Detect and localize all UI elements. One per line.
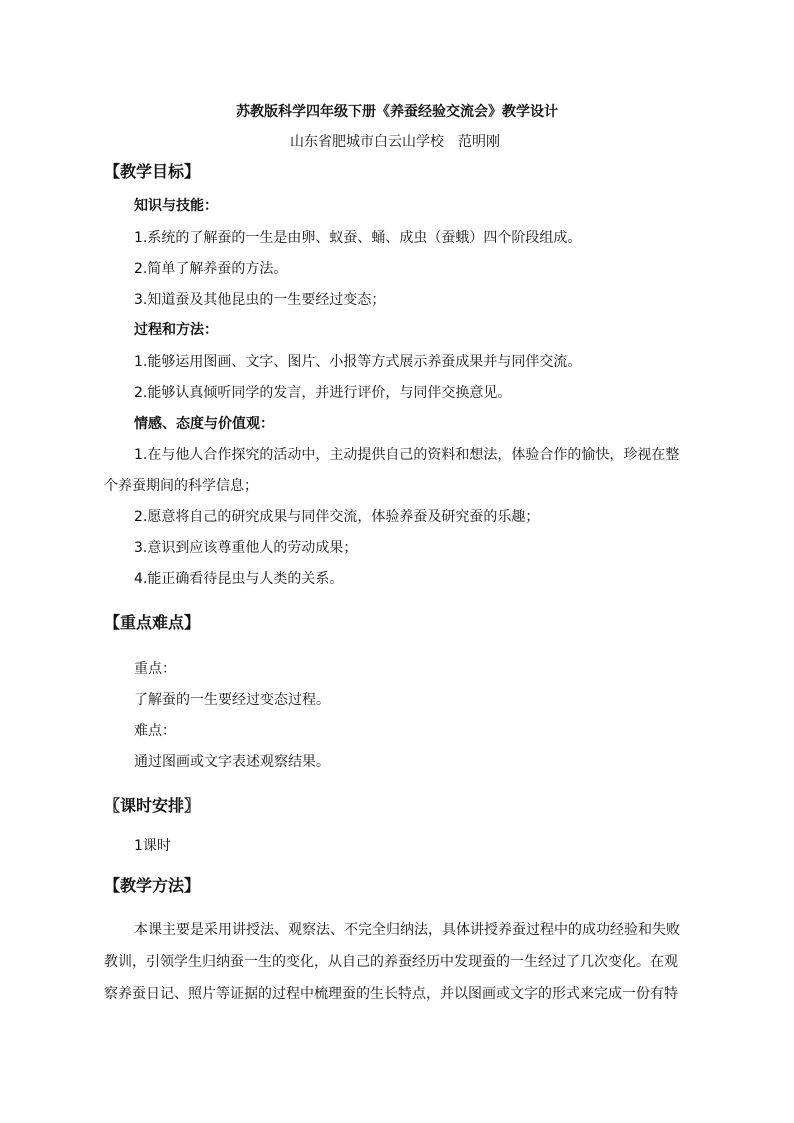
attitude-item: 2.愿意将自己的研究成果与同伴交流，体验养蚕及研究蚕的乐趣；: [134, 509, 540, 525]
process-item: 1.能够运用图画、文字、图片、小报等方式展示养蚕成果并与同伴交流。: [134, 354, 582, 370]
schedule-heading: 〖课时安排〗: [104, 796, 201, 815]
methods-paragraph-line: 教训，引领学生归纳蚕一生的变化，从自己的养蚕经历中发现蚕的一生经过了几次变化。在观: [104, 954, 678, 970]
schedule-text: 1课时: [134, 838, 171, 854]
focus-text: 了解蚕的一生要经过变态过程。: [134, 692, 330, 708]
document-title: 苏教版科学四年级下册《养蚕经验交流会》教学设计: [236, 104, 558, 120]
methods-heading: 【教学方法】: [104, 876, 201, 895]
knowledge-item: 1.系统的了解蚕的一生是由卵、蚁蚕、蛹、成虫（蚕蛾）四个阶段组成。: [134, 230, 582, 246]
difficulty-text: 通过图画或文字表述观察结果。: [134, 754, 330, 770]
attitude-item: 1.在与他人合作探究的活动中，主动提供自己的资料和想法，体验合作的愉快，珍视在整: [134, 447, 680, 463]
knowledge-label: 知识与技能：: [134, 198, 218, 214]
process-label: 过程和方法：: [134, 322, 218, 338]
key-points-heading: 【重点难点】: [104, 613, 201, 632]
attitude-label: 情感、态度与价值观：: [134, 416, 274, 432]
attitude-item: 4.能正确看待昆虫与人类的关系。: [134, 571, 344, 587]
attitude-item-continued: 个养蚕期间的科学信息；: [104, 478, 258, 494]
difficulty-label: 难点：: [134, 723, 176, 739]
focus-label: 重点：: [134, 661, 176, 677]
attitude-item: 3.意识到应该尊重他人的劳动成果；: [134, 540, 358, 556]
methods-paragraph-line: 本课主要是采用讲授法、观察法、不完全归纳法，具体讲授养蚕过程中的成功经验和失败: [134, 922, 680, 938]
knowledge-item: 2.简单了解养蚕的方法。: [134, 261, 288, 277]
knowledge-item: 3.知道蚕及其他昆虫的一生要经过变态；: [134, 292, 386, 308]
objectives-heading: 【教学目标】: [104, 162, 201, 181]
methods-paragraph-line: 察养蚕日记、照片等证据的过程中梳理蚕的生长特点，并以图画或文字的形式来完成一份有特: [104, 986, 678, 1002]
process-item: 2.能够认真倾听同学的发言，并进行评价，与同伴交换意见。: [134, 385, 512, 401]
author-line: 山东省肥城市白云山学校 范明刚: [290, 134, 500, 150]
